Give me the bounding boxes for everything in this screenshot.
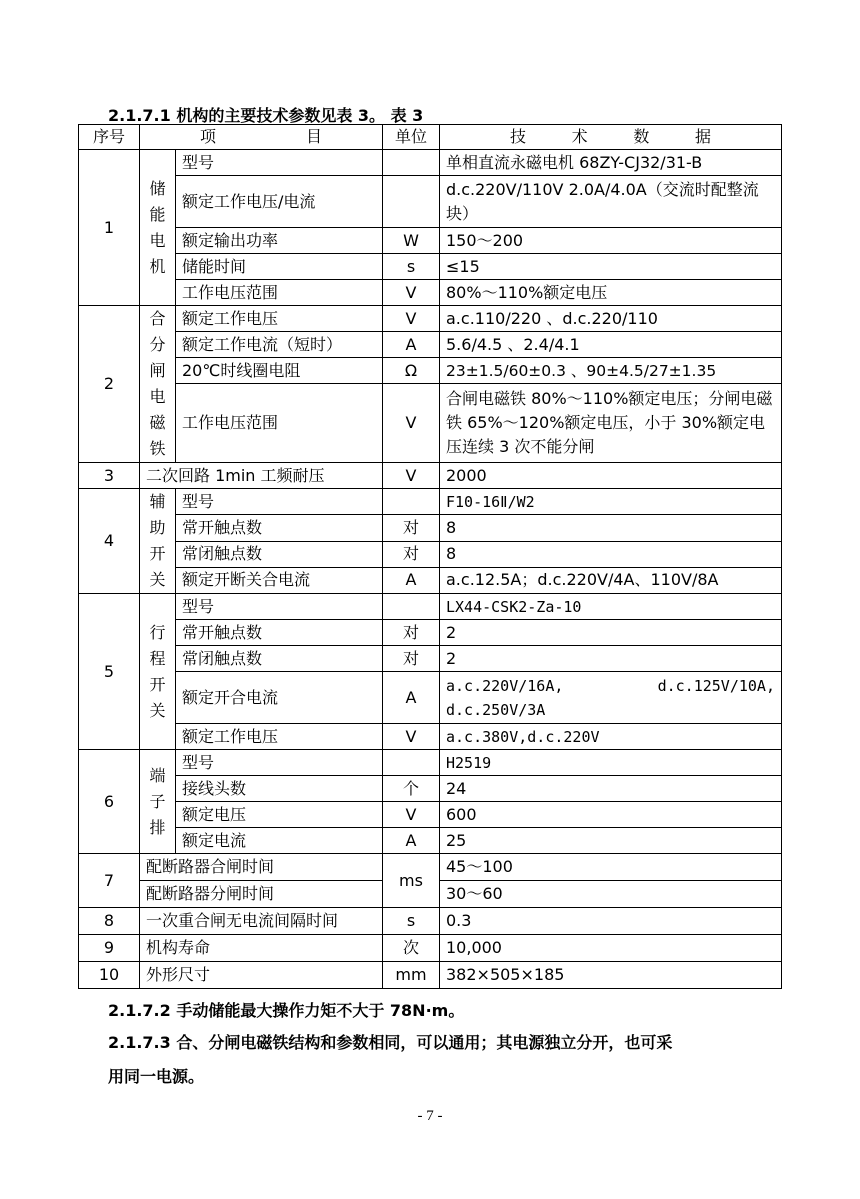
unit-cell xyxy=(383,750,440,776)
table-caption: 2.1.7.1 机构的主要技术参数见表 3。 表 3 xyxy=(108,106,424,125)
section-2-1-7-3-continued: 用同一电源。 xyxy=(108,1067,205,1086)
item-cell: 额定工作电流（短时） xyxy=(176,332,383,358)
table-row xyxy=(79,358,782,384)
table-row xyxy=(79,828,782,854)
table-row xyxy=(79,567,782,593)
unit-cell: V xyxy=(383,280,440,306)
page-number: - 7 - xyxy=(417,1108,443,1124)
item-cell: 机构寿命 xyxy=(140,935,383,962)
table-row xyxy=(79,384,782,463)
item-cell: 额定输出功率 xyxy=(176,228,383,254)
row-number: 2 xyxy=(79,306,140,463)
data-cell: 45～100 xyxy=(440,854,782,881)
data-cell: 80%～110%额定电压 xyxy=(440,280,782,306)
unit-cell xyxy=(383,150,440,176)
table-row xyxy=(79,908,782,935)
item-cell: 额定电压 xyxy=(176,802,383,828)
unit-cell: A xyxy=(383,567,440,593)
unit-cell: 次 xyxy=(383,935,440,962)
data-cell: a.c.220V/16A, d.c.125V/10A, d.c.250V/3A xyxy=(440,672,782,724)
item-cell: 配断路器分闸时间 xyxy=(140,881,383,908)
table-row xyxy=(79,854,782,881)
item-cell: 常开触点数 xyxy=(176,515,383,541)
data-cell: 0.3 xyxy=(440,908,782,935)
table-row xyxy=(79,962,782,989)
table-row xyxy=(79,306,782,332)
item-cell: 额定开合电流 xyxy=(176,672,383,724)
data-cell: 382×505×185 xyxy=(440,962,782,989)
table-row xyxy=(79,489,782,515)
data-cell: 单相直流永磁电机 68ZY-CJ32/31-B xyxy=(440,150,782,176)
row-number: 1 xyxy=(79,150,140,306)
item-cell: 常开触点数 xyxy=(176,620,383,646)
unit-cell: 个 xyxy=(383,776,440,802)
table-row xyxy=(79,150,782,176)
data-cell: a.c.110/220 、d.c.220/110 xyxy=(440,306,782,332)
data-cell: F10-16Ⅱ/W2 xyxy=(440,489,782,515)
table-row xyxy=(79,776,782,802)
item-cell: 工作电压范围 xyxy=(176,384,383,463)
data-cell: a.c.380V,d.c.220V xyxy=(440,724,782,750)
data-cell: 25 xyxy=(440,828,782,854)
row-number: 3 xyxy=(79,463,140,489)
unit-cell: A xyxy=(383,672,440,724)
table-row xyxy=(79,935,782,962)
data-cell: 24 xyxy=(440,776,782,802)
item-cell: 工作电压范围 xyxy=(176,280,383,306)
table-row xyxy=(79,802,782,828)
table-header-row xyxy=(79,125,782,150)
category-cell: 辅助开关 xyxy=(140,489,176,594)
item-cell: 额定开断关合电流 xyxy=(176,567,383,593)
item-cell: 额定工作电压 xyxy=(176,306,383,332)
item-cell: 型号 xyxy=(176,489,383,515)
unit-cell: 对 xyxy=(383,620,440,646)
item-cell: 常闭触点数 xyxy=(176,541,383,567)
unit-cell: A xyxy=(383,332,440,358)
table-row xyxy=(79,463,782,489)
category-cell: 储能电机 xyxy=(140,150,176,306)
unit-cell: A xyxy=(383,828,440,854)
row-number: 9 xyxy=(79,935,140,962)
table-row xyxy=(79,176,782,228)
item-cell: 一次重合闸无电流间隔时间 xyxy=(140,908,383,935)
item-cell: 额定工作电压 xyxy=(176,724,383,750)
data-cell: 150～200 xyxy=(440,228,782,254)
data-cell: 600 xyxy=(440,802,782,828)
item-cell: 储能时间 xyxy=(176,254,383,280)
item-cell: 常闭触点数 xyxy=(176,646,383,672)
data-cell: d.c.220V/110V 2.0A/4.0A（交流时配整流块） xyxy=(440,176,782,228)
data-cell: H2519 xyxy=(440,750,782,776)
unit-cell: s xyxy=(383,908,440,935)
item-cell: 型号 xyxy=(176,750,383,776)
data-cell: ≤15 xyxy=(440,254,782,280)
row-number: 4 xyxy=(79,489,140,594)
data-cell: a.c.12.5A；d.c.220V/4A、110V/8A xyxy=(440,567,782,593)
header-data: 技 术 数 据 xyxy=(440,125,782,150)
unit-cell: 对 xyxy=(383,515,440,541)
data-cell: 5.6/4.5 、2.4/4.1 xyxy=(440,332,782,358)
table-row xyxy=(79,594,782,620)
unit-cell xyxy=(383,594,440,620)
item-cell: 型号 xyxy=(176,150,383,176)
row-number: 10 xyxy=(79,962,140,989)
item-cell: 二次回路 1min 工频耐压 xyxy=(140,463,383,489)
item-cell: 额定电流 xyxy=(176,828,383,854)
unit-cell: 对 xyxy=(383,646,440,672)
item-cell: 配断路器合闸时间 xyxy=(140,854,383,881)
data-cell: 8 xyxy=(440,541,782,567)
unit-cell xyxy=(383,176,440,228)
unit-cell: V xyxy=(383,306,440,332)
table-row xyxy=(79,620,782,646)
data-cell: 8 xyxy=(440,515,782,541)
unit-cell: 对 xyxy=(383,541,440,567)
item-cell: 外形尺寸 xyxy=(140,962,383,989)
unit-cell: V xyxy=(383,384,440,463)
unit-cell: ms xyxy=(383,854,440,908)
table-row xyxy=(79,672,782,724)
row-number: 6 xyxy=(79,750,140,854)
data-cell: 23±1.5/60±0.3 、90±4.5/27±1.35 xyxy=(440,358,782,384)
row-number: 8 xyxy=(79,908,140,935)
item-cell: 额定工作电压/电流 xyxy=(176,176,383,228)
unit-cell: Ω xyxy=(383,358,440,384)
category-cell: 端子排 xyxy=(140,750,176,854)
unit-cell: V xyxy=(383,802,440,828)
table-row xyxy=(79,750,782,776)
data-cell: 10,000 xyxy=(440,935,782,962)
table-row xyxy=(79,228,782,254)
data-cell: 30～60 xyxy=(440,881,782,908)
header-no: 序号 xyxy=(79,125,140,150)
category-cell: 行程开关 xyxy=(140,594,176,750)
table-row xyxy=(79,541,782,567)
parameters-table xyxy=(78,124,782,989)
unit-cell: V xyxy=(383,463,440,489)
unit-cell: s xyxy=(383,254,440,280)
row-number: 5 xyxy=(79,594,140,750)
item-cell: 型号 xyxy=(176,594,383,620)
category-cell: 合分闸电磁铁 xyxy=(140,306,176,463)
data-cell: LX44-CSK2-Za-10 xyxy=(440,594,782,620)
table-row xyxy=(79,515,782,541)
table-row xyxy=(79,254,782,280)
unit-cell: W xyxy=(383,228,440,254)
data-cell: 合闸电磁铁 80%～110%额定电压；分闸电磁铁 65%～120%额定电压，小于 30%额定电压连续 3 次不能分闸 xyxy=(440,384,782,463)
section-2-1-7-3: 2.1.7.3 合、分闸电磁铁结构和参数相同，可以通用；其电源独立分开，也可采 xyxy=(108,1033,673,1052)
header-item: 项 目 xyxy=(140,125,383,150)
row-number: 7 xyxy=(79,854,140,908)
data-cell: 2 xyxy=(440,646,782,672)
item-cell: 20℃时线圈电阻 xyxy=(176,358,383,384)
table-row xyxy=(79,280,782,306)
unit-cell xyxy=(383,489,440,515)
data-cell: 2000 xyxy=(440,463,782,489)
item-cell: 接线头数 xyxy=(176,776,383,802)
header-unit: 单位 xyxy=(383,125,440,150)
section-2-1-7-2: 2.1.7.2 手动储能最大操作力矩不大于 78N·m。 xyxy=(108,1001,465,1020)
unit-cell: V xyxy=(383,724,440,750)
unit-cell: mm xyxy=(383,962,440,989)
table-row xyxy=(79,724,782,750)
table-row xyxy=(79,332,782,358)
table-row xyxy=(79,646,782,672)
data-cell: 2 xyxy=(440,620,782,646)
